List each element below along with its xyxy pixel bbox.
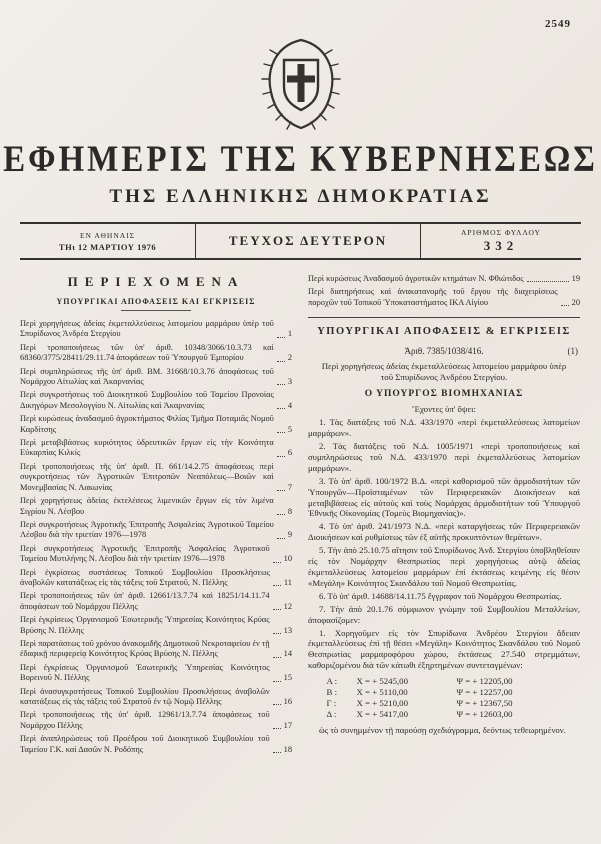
toc-entry-text: Περὶ ἀναπληρώσεως τοῦ Προέδρου τοῦ Διοικητικοῦ Συμβουλίου τοῦ Ταμείου Γ.Κ. καὶ Δασῶν Ν. Ροδόπης [20,734,270,754]
issue-place: ΕΝ ΑΘΗΝΑΙΣ [79,230,136,240]
masthead-emblem-wrap [0,0,601,132]
decisions-column [308,274,580,758]
toc-page-number: 14 [283,649,292,659]
toc-entry [20,438,292,459]
section-divider-rule [308,317,580,318]
coordinate-x: Χ = + 5245,00 [356,676,408,687]
toc-entry [20,319,292,340]
toc-entry [20,343,292,364]
toc-entry-text: Περὶ ἐγκρίσεως Ὀργανισμοῦ Ἐσωτερικῆς Ὑπηρεσίας Κοινότητος Βορεινοῦ Ν. Πέλλης [20,662,270,683]
toc-entry-text: Περὶ διατηρήσεως καὶ ἀνακατανομῆς τοῦ ἔργου τῆς διαχειρίσεως παροχῶν τοῦ Τοπικοῦ Ὑποκαταστήματος ΙΚΑ Αἰγίου [308,287,558,307]
toc-entry-text: Περὶ χορηγήσεως ἀδείας ἐκμεταλλεύσεως λατομείου μαρμάρου ὑπὲρ τοῦ Σπυρίδωνος Ἀνδρέα Στεργίου [20,319,274,339]
toc-dotted-leader [277,456,285,457]
toc-dotted-leader [277,432,285,433]
contents-title: ΠΕΡΙΕΧΟΜΕΝΑ [67,274,245,289]
page-number: 2549 [545,18,571,30]
toc-dotted-leader [273,585,281,586]
toc-entry-text: Περὶ χορηγήσεως ἀδείας ἐκτελέσεως λιμενικῶν ἔργων εἰς τὸν λιμένα Σιγρίου Ν. Λέσβου [20,496,274,516]
toc-page-number: 4 [287,400,292,410]
toc-entry-text: Περὶ τροποποιήσεως τῶν ὑπ' ἀριθ. 12661/13.7.74 καὶ 18251/14.11.74 ἀποφάσεων τοῦ Νομάρχου Πέλλης [20,591,270,611]
issue-place-date [20,224,195,258]
toc-page-number: 6 [287,448,292,458]
toc-dotted-leader [273,681,281,682]
consideration-paragraph: 3. Τὸ ὑπ' ἀριθ. 100/1972 Β.Δ. «περὶ καθορισμοῦ τῶν ἁρμοδιοτήτων τῶν Ὑπουργῶν—Προϊσταμένων τῶν Περιφερειακῶν Διοικήσεων καὶ μεταβιβάσεως εἰς αὐτοὺς καὶ τοὺς Νομάρχας ἁρμοδιοτήτων τοῦ Ὑπουργοῦ Ἐθνικῆς Οἰκονομίας (Τομεὺς Βιομηχανίας)». [308,475,580,519]
issue-volume: ΤΕΥΧΟΣ ΔΕΥΤΕΡΟΝ [228,233,388,248]
toc-entry-text: Περὶ κυρώσεως ἀναδασμοῦ ἀγροκτήματος Φιλίας Τμῆμα Ποταμιᾶς Νομοῦ Καρδίτσης [20,414,274,434]
toc-page-number: 19 [571,274,580,283]
issue-number-label: ΑΡΙΘΜΟΣ ΦΥΛΛΟΥ [461,228,541,237]
coordinate-y: Ψ = + 12367,50 [456,698,513,709]
toc-entry-text: Περὶ ἐγκρίσεως συστάσεως Τοπικοῦ Συμβουλίου Προσκλήσεως ἀναβολῶν κατατάξεως εἰς τὰς τάξεις τοῦ Στρατοῦ, Ν. Πέλλης [20,567,270,587]
toc-entry [20,591,292,612]
toc-entry-text: Περὶ μεταβιβάσεως κυριότητος ὑδρευτικῶν ἔργων εἰς τὴν Κοινότητα Εὐκαρπίας Κιλκίς [20,438,274,458]
gazette-subtitle: ΤΗΣ ΕΛΛΗΝΙΚΗΣ ΔΗΜΟΚΡΑΤΙΑΣ [109,186,492,207]
toc-dotted-leader [277,514,285,515]
toc-entry [20,615,292,636]
toc-dotted-leader [277,490,285,491]
decision-preamble: Ἔχοντες ὑπ' ὄψει: [412,404,476,415]
toc-page-number: 1 [287,329,292,339]
contents-column [20,274,292,758]
toc-entry-text: Περὶ κυρώσεως Ἀναδασμοῦ ἀγροτικῶν κτημάτων Ν. Φθιώτιδος [308,274,524,283]
toc-page-number: 11 [283,577,292,587]
toc-entry-text: Περὶ τροποποιήσεως τῶν ὑπ' ἀριθ. 10348/3066/10.3.73 καὶ 68360/3775/28411/29.11.74 ἀποφάσεων τοῦ Ὑπουργοῦ Ἐμπορίου [20,342,274,363]
toc-page-number: 17 [283,720,292,730]
consideration-paragraph: 1. Τὰς διατάξεις τοῦ Ν.Δ. 433/1970 «περὶ ἐκμεταλλεύσεως λατομείων μαρμάρων». [308,417,580,439]
consideration-paragraph: 2. Τὰς διατάξεις τοῦ Ν.Δ. 1005/1971 «περὶ τροποποιήσεως καὶ συμπληρώσεως τοῦ Ν.Δ. 433/1970 περὶ ἐκμεταλλεύσεως λατομείων μαρμάρων». [308,441,580,473]
toc-dotted-leader [273,752,281,753]
toc-entry [20,568,292,589]
gazette-title: ΕΦΗΜΕΡΙΣ ΤΗΣ ΚΥΒΕΡΝΗΣΕΩΣ [3,139,598,181]
issue-info-bar [20,222,581,260]
toc-page-number: 5 [287,424,292,434]
toc-dotted-leader [277,384,285,385]
toc-page-number: 8 [287,506,292,516]
greek-coat-of-arms-icon [257,34,345,132]
decisions-section-heading: ΥΠΟΥΡΓΙΚΑΙ ΑΠΟΦΑΣΕΙΣ & ΕΓΚΡΙΣΕΙΣ [317,326,571,338]
toc-entry-text: Περὶ παρατάσεως τοῦ χρόνου ἀνακομιδῆς Δημοτικοῦ Νεκροταφείου ἐν τῇ ἐδαφικῇ περιφερείᾳ Κοινότητος Κρύας Βρύσης Ν. Πέλλης [20,638,270,659]
toc-dotted-leader [273,633,281,634]
consideration-paragraph: 6. Τὸ ὑπ' ἀριθ. 14688/14.11.75 ἔγγραφον τοῦ Νομάρχου Θεσπρωτίας. [319,590,562,601]
toc-entry-text: Περὶ τροποποιήσεως τῆς ὑπ' ἀριθ. 12961/13.7.74 ἀποφάσεως τοῦ Νομάρχου Πέλλης [20,710,270,730]
toc-entry [308,274,580,284]
operative-paragraph: 1. Χορηγοῦμεν εἰς τὸν Σπυρίδωνα Ἀνδρέου Στεργίου ἄδειαν ἐκμεταλλεύσεως ἐπὶ τῇ θέσει «Μεγάλη» Κοινότητος Σκανδάλου τοῦ Νομοῦ Θεσπρωτίας μαρμαροφόρου χώρου, ἐκτάσεως 27.540 στρεμμάτων, καθοριζομένου διὰ τῶν κάτωθι ἐξηρτημένων συντεταγμένων: [308,627,580,671]
toc-page-number: 12 [283,601,292,611]
toc-dotted-leader [273,609,281,610]
coordinate-point: Γ : [326,698,337,709]
toc-entry [20,496,292,517]
toc-entry [20,367,292,388]
content-columns [0,260,601,758]
toc-entry-text: Περὶ συγκροτήσεως Ἀγροτικῆς Ἐπιτροπῆς Ἀσφαλείας Ἀγροτικοῦ Ταμείου Λέσβου διὰ τὴν τριετίαν 1976—1978 [20,519,274,540]
coordinate-row [327,709,562,720]
toc-entry [20,687,292,708]
coordinate-point: Α : [326,676,338,687]
toc-dotted-leader [277,538,285,539]
toc-entry-text: Περὶ συγκροτήσεως τοῦ Διοικητικοῦ Συμβουλίου τοῦ Ταμείου Προνοίας Δικηγόρων Μεσολογγίου Ν. Αἰτωλίας καὶ Ἀκαρνανίας [20,390,274,410]
coordinate-point: Δ : [326,709,337,720]
toc-entry [20,639,292,660]
toc-entry [20,710,292,731]
toc-dotted-leader [273,562,281,563]
consideration-paragraph: 5. Τὴν ἀπὸ 25.10.75 αἴτησιν τοῦ Σπυρίδωνος Ἀνδ. Στεργίου ὑποβληθεῖσαν εἰς τὸν Νομάρχην Θεσπρωτίας περὶ χορηγήσεως αὐτῷ ἀδείας ἐκμεταλλεύσεως λατομείου μαρμάρων ἐπὶ ἐκτάσεως κειμένης εἰς θέσιν «Μεγάλη» Κοινότητος Σκανδάλου τοῦ Νομοῦ Θεσπρωτίας. [308,545,580,588]
toc-entry-text: Περὶ ἀνασυγκροτήσεως Τοπικοῦ Συμβουλίου Προσκλήσεως ἀναβολῶν κατατάξεως εἰς τὰς τάξεις τοῦ Στρατοῦ ἐν τῷ Νομῷ Πέλλης [20,686,270,706]
toc-entry [20,734,292,755]
coordinate-row [327,687,562,698]
consideration-paragraph: 4. Τὸ ὑπ' ἀριθ. 241/1973 Ν.Δ. «περὶ καταργήσεως τῶν Περιφερειακῶν Διοικήσεων καὶ ρυθμίσεως τῶν ἐξ αὐτῆς προκυπτόντων θεμάτων». [308,521,580,543]
toc-entry [20,663,292,684]
toc-dotted-leader [277,337,285,338]
coordinate-point: Β : [326,687,338,698]
toc-entry [20,544,292,565]
toc-dotted-leader [561,305,569,306]
decision-ref-number: Ἀριθ. 7385/1038/416. [404,346,484,357]
decision-authority: Ο ΥΠΟΥΡΓΟΣ ΒΙΟΜΗΧΑΝΙΑΣ [364,389,524,400]
toc-entry [20,414,292,435]
decision-item-marker: (1) [567,346,578,357]
closing-paragraph: ὡς τὸ συνημμένον τῇ παρούσῃ σχεδιάγραμμα, δεόντως τεθεωρημένον. [319,725,566,736]
toc-page-number: 13 [283,625,292,635]
contents-section-heading: ΥΠΟΥΡΓΙΚΑΙ ΑΠΟΦΑΣΕΙΣ ΚΑΙ ΕΓΚΡΙΣΕΙΣ [56,297,256,306]
toc-page-number: 20 [571,297,580,307]
toc-page-number: 3 [287,377,292,387]
toc-page-number: 16 [283,697,292,706]
toc-entry [20,520,292,541]
toc-dotted-leader [277,361,285,362]
coordinate-row [327,698,562,709]
toc-entry-text: Περὶ ἐγκρίσεως Ὀργανισμοῦ Ἐσωτερικῆς Ὑπηρεσίας Κοινότητος Κρύας Βρύσης Ν. Πέλλης [20,615,270,635]
coordinate-y: Ψ = + 12257,00 [456,687,513,698]
toc-dotted-leader [277,408,285,409]
coordinates-table [327,676,562,720]
coordinate-x: Χ = + 5417,00 [356,709,408,720]
coordinate-x: Χ = + 5210,00 [356,698,408,709]
toc-entry-text: Περὶ συμπληρώσεως τῆς ὑπ' ἀριθ. ΒΜ. 31668/10.3.76 ἀποφάσεως τοῦ Νομάρχου Αἰτωλίας καὶ Ἀκαρνανίας [20,366,274,387]
toc-entry-text: Περὶ τροποποιήσεως τῆς ὑπ' ἀριθ. Π. 661/14.2.75 ἀποφάσεως περὶ συγκροτήσεως τῶν Ἀγροτικῶν Ἐπιτροπῶν Νεαπόλεως—Βοιῶν καὶ Μονεμβασίας Ν. Λακωνίας [20,461,274,492]
toc-page-number: 7 [287,482,292,492]
toc-page-number: 15 [283,673,292,683]
coordinate-y: Ψ = + 12205,00 [456,676,513,687]
issue-number-cell [421,224,581,258]
issue-date: ΤΗι 12 ΜΑΡΤΙΟΥ 1976 [58,241,157,252]
coordinate-y: Ψ = + 12603,00 [456,709,513,720]
contents-underline [121,310,191,311]
toc-page-number: 2 [287,353,292,363]
toc-entry [20,390,292,411]
decision-subject: Περὶ χορηγήσεως ἀδείας ἐκμεταλλεύσεως λατομείου μαρμάρου ὑπὲρ τοῦ Σπυρίδωνος Ἀνδρέου Στεργίου. [321,361,567,383]
toc-page-number: 10 [283,554,292,564]
toc-dotted-leader [527,281,569,282]
issue-volume-cell [195,224,421,258]
toc-page-number: 9 [287,530,292,540]
coordinate-row [327,676,562,687]
toc-entry-text: Περὶ συγκροτήσεως Ἀγροτικῆς Ἐπιτροπῆς Ἀσφαλείας Ἀγροτικοῦ Ταμείου Μυτιλήνης Ν. Λέσβου διὰ τὴν τριετίαν 1976—1978 [20,543,270,564]
issue-number: 332 [483,238,519,253]
consideration-paragraph: 7. Τὴν ἀπὸ 20.1.76 σύμφωνον γνώμην τοῦ Συμβουλίου Μεταλλείων, ἀποφασίζομεν: [308,603,580,625]
toc-dotted-leader [273,728,281,729]
toc-dotted-leader [273,704,281,705]
toc-page-number: 18 [283,744,292,754]
toc-entry [308,287,580,308]
coordinate-x: Χ = + 5110,00 [356,687,408,698]
toc-entry [20,462,292,493]
toc-dotted-leader [273,657,281,658]
decision-ref-line [308,346,580,356]
